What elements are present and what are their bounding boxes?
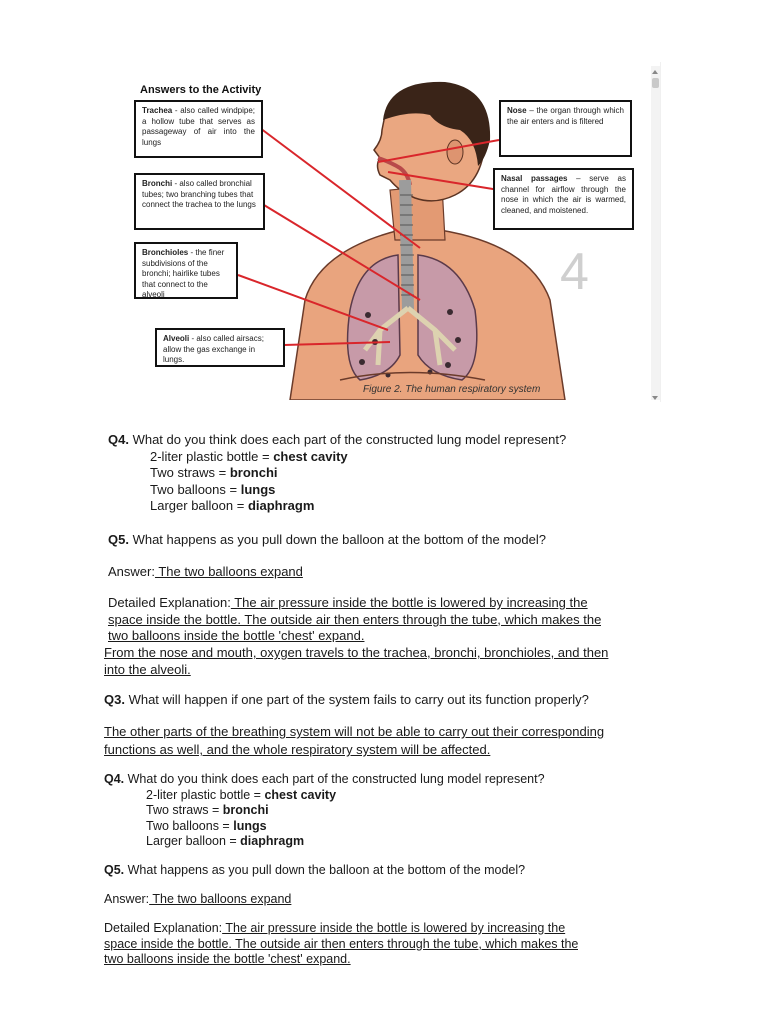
item-right: chest cavity [273,448,348,464]
figure-heading: Answers to the Activity [140,84,262,96]
item-left: Larger balloon = [150,498,248,513]
item-right: bronchi [222,803,269,817]
oxygen-line: From the nose and mouth, oxygen travels to the trachea, bronchi, bronchioles, and then [104,645,609,660]
item-left: Two straws = [146,803,223,817]
answer-text: The two balloons expand [149,892,292,906]
answer-item [104,803,545,819]
question-line [104,772,545,788]
label-bronchioles [134,242,238,299]
answer-item [108,498,566,515]
answer-text: The two balloons expand [154,564,303,579]
section2-q3-answer [104,723,604,759]
item-left: Two balloons = [146,818,234,833]
section1-q5-question [108,532,546,549]
label-desc: - the finer subdivisions of the bronchi; hairlike tubes that connect to the alveoli [142,248,225,299]
section1-q5-explanation [108,595,601,642]
label-term: Nasal passages [501,174,568,183]
item-right: lungs [233,818,267,833]
explanation-text: space inside the bottle. The outside air then enters through the tube, which makes the [104,936,579,951]
explanation-line [108,595,601,612]
explanation-line [104,921,578,937]
answer-label: Answer: [104,892,150,906]
section2-q4 [104,772,545,850]
question-label: Q4. [108,432,129,447]
section2-q3-question [104,692,589,709]
label-term: Bronchioles [142,248,189,257]
item-left: Larger balloon = [146,834,241,848]
label-term: Nose [507,106,527,115]
label-term: Bronchi [142,179,173,188]
item-left: Two balloons = [150,481,241,497]
figure-caption: Figure 2. The human respiratory system [363,384,541,395]
label-nose [499,100,632,157]
item-right: lungs [240,481,276,497]
item-right: chest cavity [264,787,337,802]
question-line [108,432,566,449]
label-trachea [134,100,263,158]
answer-item [104,819,545,835]
label-desc: - also called airsacs; allow the gas exchange in lungs. [163,334,264,364]
explanation-label: Detailed Explanation: [104,921,223,935]
question-text: What do you think does each part of the constructed lung model represent? [124,772,545,786]
answer-label: Answer: [108,564,155,579]
section1-q5-answer [108,564,303,581]
explanation-text: two balloons inside the bottle 'chest' expand. [108,628,365,642]
explanation-text: The air pressure inside the bottle is lowered by increasing the [222,921,566,935]
question-label: Q5. [108,532,129,547]
question-text: What will happen if one part of the system fails to carry out its function properly? [124,692,589,707]
item-left: 2-liter plastic bottle = [146,787,265,802]
section2-q5-explanation [104,921,578,967]
answer-item [104,788,545,804]
item-left: 2-liter plastic bottle = [150,448,274,464]
question-text: What happens as you pull down the balloon at the bottom of the model? [124,863,526,877]
label-desc: – the organ through which the air enters and is filtered [507,106,624,126]
explanation-text: two balloons inside the bottle 'chest' expand. [104,952,351,966]
answer-line: The other parts of the breathing system will not be able to carry out their corresponding [104,724,605,739]
label-desc: - also called bronchial tubes; two branching tubes that connect the trachea to the lungs [142,179,256,209]
label-bronchi [134,173,265,230]
question-label: Q3. [104,692,125,707]
pointer-lines [0,0,768,420]
explanation-text: The air pressure inside the bottle is lowered by increasing the [230,595,588,610]
item-right: diaphragm [240,834,305,848]
answer-item [108,449,566,466]
watermark-digit: 4 [560,243,589,301]
item-right: diaphragm [247,498,315,513]
answer-line: functions as well, and the whole respiratory system will be affected. [104,742,491,757]
question-label: Q4. [104,772,125,786]
answer-item [108,465,566,482]
question-text: What do you think does each part of the constructed lung model represent? [128,432,567,447]
question-text: What happens as you pull down the balloon at the bottom of the model? [128,532,546,547]
item-right: bronchi [229,465,278,480]
section2-q5-question [104,863,525,879]
explanation-text: space inside the bottle. The outside air then enters through the tube, which makes the [108,611,602,627]
answer-item [104,834,545,850]
label-nasal-passages [493,168,634,230]
oxygen-line: into the alveoli. [104,661,191,677]
label-term: Trachea [142,106,173,115]
label-desc: – serve as channel for airflow through the nose in which the air is warmed, cleaned, and moistened. [501,174,626,215]
section1-q4 [108,432,566,515]
label-alveoli [155,328,285,367]
item-left: Two straws = [150,465,230,480]
section2-q5-answer [104,892,291,908]
answer-item [108,482,566,499]
explanation-label: Detailed Explanation: [108,595,231,610]
oxygen-path-text [104,645,608,678]
question-label: Q5. [104,863,125,877]
label-desc: - also called windpipe; a hollow tube that serves as passageway of air into the lungs [142,106,255,147]
label-term: Alveoli [163,334,190,343]
